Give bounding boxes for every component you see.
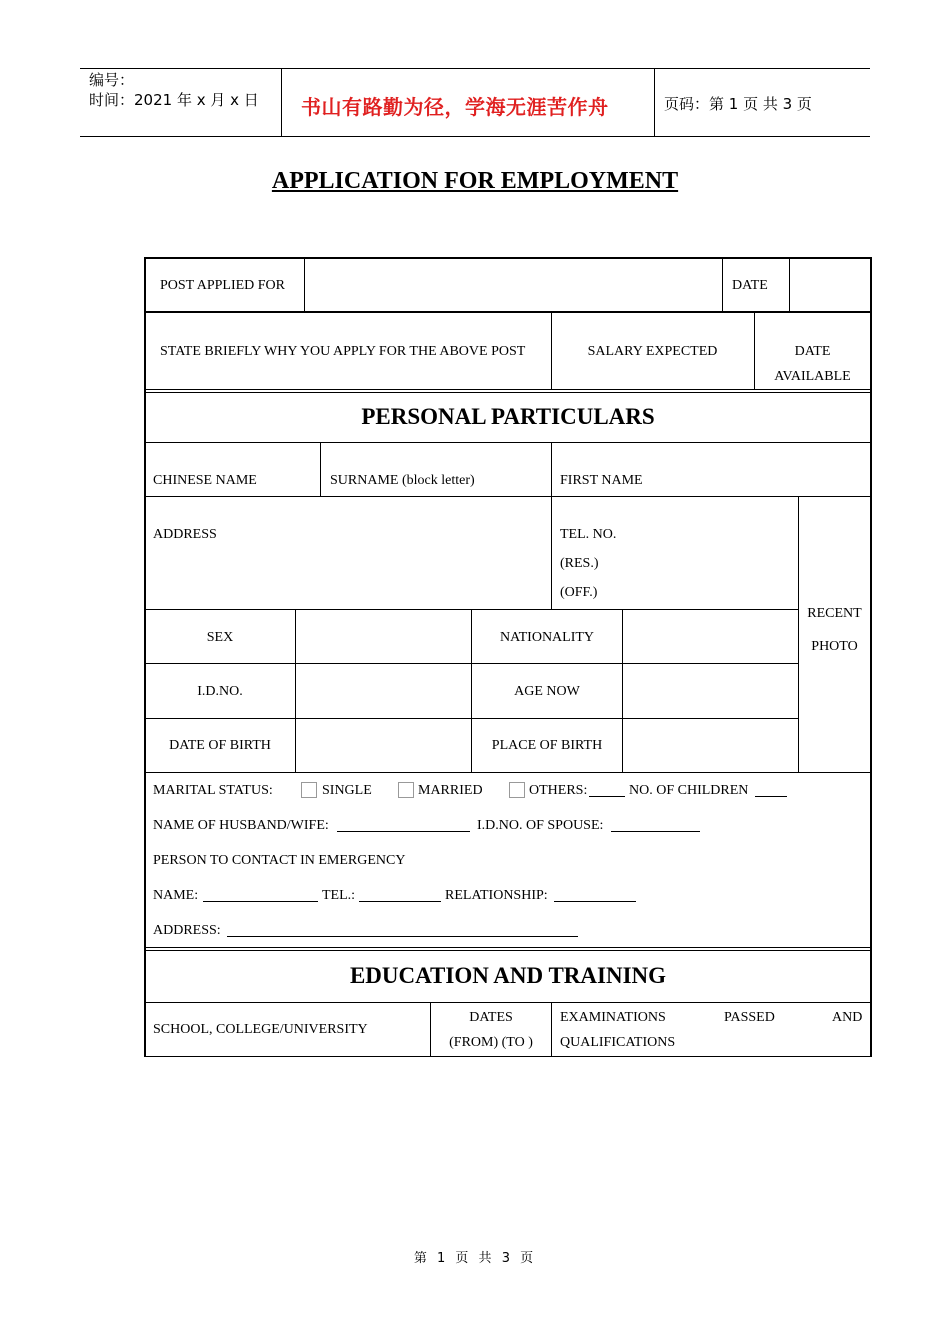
qualifications-label: QUALIFICATIONS xyxy=(560,1035,676,1050)
dates-label: DATES xyxy=(469,1010,513,1025)
from-to-label: (FROM) (TO ) xyxy=(449,1035,533,1050)
examinations-label: EXAMINATIONS xyxy=(560,1010,666,1025)
page-footer: 第 1 页 共 3 页 xyxy=(413,1251,537,1266)
date-label: DATE xyxy=(732,278,768,293)
id-no-label: I.D.NO. xyxy=(197,684,243,699)
row-rule xyxy=(144,1002,872,1003)
place-of-birth-label: PLACE OF BIRTH xyxy=(491,738,603,753)
date-available-label-1: DATE xyxy=(794,344,831,359)
row-rule xyxy=(144,947,872,948)
relationship-blank[interactable] xyxy=(554,887,636,902)
nationality-label: NATIONALITY xyxy=(499,630,595,645)
and-label: AND xyxy=(832,1010,863,1025)
tel-res-label: (RES.) xyxy=(560,556,599,571)
header-top-rule xyxy=(80,68,870,69)
cell-divider xyxy=(551,1002,552,1057)
page-title: APPLICATION FOR EMPLOYMENT xyxy=(271,168,679,194)
header-page-info: 页码：第 1 页 共 3 页 xyxy=(664,95,812,113)
header-divider xyxy=(654,69,655,136)
married-checkbox[interactable] xyxy=(398,782,414,798)
recent-photo-label-1: RECENT xyxy=(807,606,862,621)
document-number-label: 编号： xyxy=(89,71,135,89)
married-label: MARRIED xyxy=(418,783,483,798)
row-rule xyxy=(144,496,872,497)
salary-expected-label: SALARY EXPECTED xyxy=(587,344,718,359)
cell-divider xyxy=(622,609,623,773)
emergency-address-label: ADDRESS: xyxy=(153,923,221,938)
tel-off-label: (OFF.) xyxy=(560,585,598,600)
header-bottom-rule xyxy=(80,136,870,137)
section-heading-personal: PERSONAL PARTICULARS xyxy=(361,404,655,429)
surname-label: SURNAME (block letter) xyxy=(330,473,475,488)
emergency-name-blank[interactable] xyxy=(203,887,318,902)
single-label: SINGLE xyxy=(322,783,372,798)
spouse-id-blank[interactable] xyxy=(611,817,700,832)
date-of-birth-label: DATE OF BIRTH xyxy=(169,738,271,753)
emergency-tel-blank[interactable] xyxy=(359,887,441,902)
cell-divider xyxy=(551,442,552,610)
address-label: ADDRESS xyxy=(153,527,217,542)
sex-label: SEX xyxy=(206,630,234,645)
row-rule xyxy=(144,950,872,951)
header-divider xyxy=(281,69,282,136)
row-rule xyxy=(144,663,798,664)
row-rule xyxy=(144,442,872,443)
others-blank[interactable] xyxy=(589,782,625,797)
emergency-contact-label: PERSON TO CONTACT IN EMERGENCY xyxy=(153,853,406,868)
cell-divider xyxy=(722,258,723,312)
emergency-tel-label: TEL.: xyxy=(322,888,356,903)
row-rule xyxy=(144,718,798,719)
section-heading-education: EDUCATION AND TRAINING xyxy=(349,963,667,988)
state-briefly-label: STATE BRIEFLY WHY YOU APPLY FOR THE ABOVE POST xyxy=(160,344,526,359)
form-right-border xyxy=(870,257,872,1057)
emergency-name-label: NAME: xyxy=(153,888,199,903)
header-motto: 书山有路勤为径，学海无涯苦作舟 xyxy=(301,95,609,119)
school-label: SCHOOL, COLLEGE/UNIVERSITY xyxy=(153,1022,368,1037)
no-of-children-blank[interactable] xyxy=(755,782,787,797)
post-applied-for-label: POST APPLIED FOR xyxy=(160,278,286,293)
chinese-name-label: CHINESE NAME xyxy=(153,473,257,488)
row-rule xyxy=(144,389,872,390)
marital-status-label: MARITAL STATUS: xyxy=(153,783,273,798)
form-bottom-rule xyxy=(144,1056,872,1057)
document-time-label: 时间：2021 年 x 月 x 日 xyxy=(89,91,259,109)
spouse-id-label: I.D.NO. OF SPOUSE: xyxy=(477,818,604,833)
others-label: OTHERS: xyxy=(529,783,588,798)
cell-divider xyxy=(320,442,321,497)
row-rule xyxy=(144,311,872,313)
photo-box-divider xyxy=(798,496,799,773)
first-name-label: FIRST NAME xyxy=(560,473,643,488)
emergency-address-blank[interactable] xyxy=(227,922,578,937)
cell-divider xyxy=(304,258,305,312)
passed-label: PASSED xyxy=(724,1010,775,1025)
spouse-name-blank[interactable] xyxy=(337,817,470,832)
no-of-children-label: NO. OF CHILDREN xyxy=(629,783,749,798)
single-checkbox[interactable] xyxy=(301,782,317,798)
recent-photo-label-2: PHOTO xyxy=(811,639,858,654)
relationship-label: RELATIONSHIP: xyxy=(445,888,548,903)
cell-divider xyxy=(295,609,296,773)
row-rule xyxy=(144,772,872,773)
age-now-label: AGE NOW xyxy=(514,684,580,699)
tel-no-label: TEL. NO. xyxy=(560,527,617,542)
cell-divider xyxy=(789,258,790,312)
others-checkbox[interactable] xyxy=(509,782,525,798)
row-rule xyxy=(144,392,872,393)
form-top-border xyxy=(144,257,872,259)
form-left-border xyxy=(144,257,146,1057)
date-available-label-2: AVAILABLE xyxy=(774,369,851,384)
spouse-name-label: NAME OF HUSBAND/WIFE: xyxy=(153,818,329,833)
